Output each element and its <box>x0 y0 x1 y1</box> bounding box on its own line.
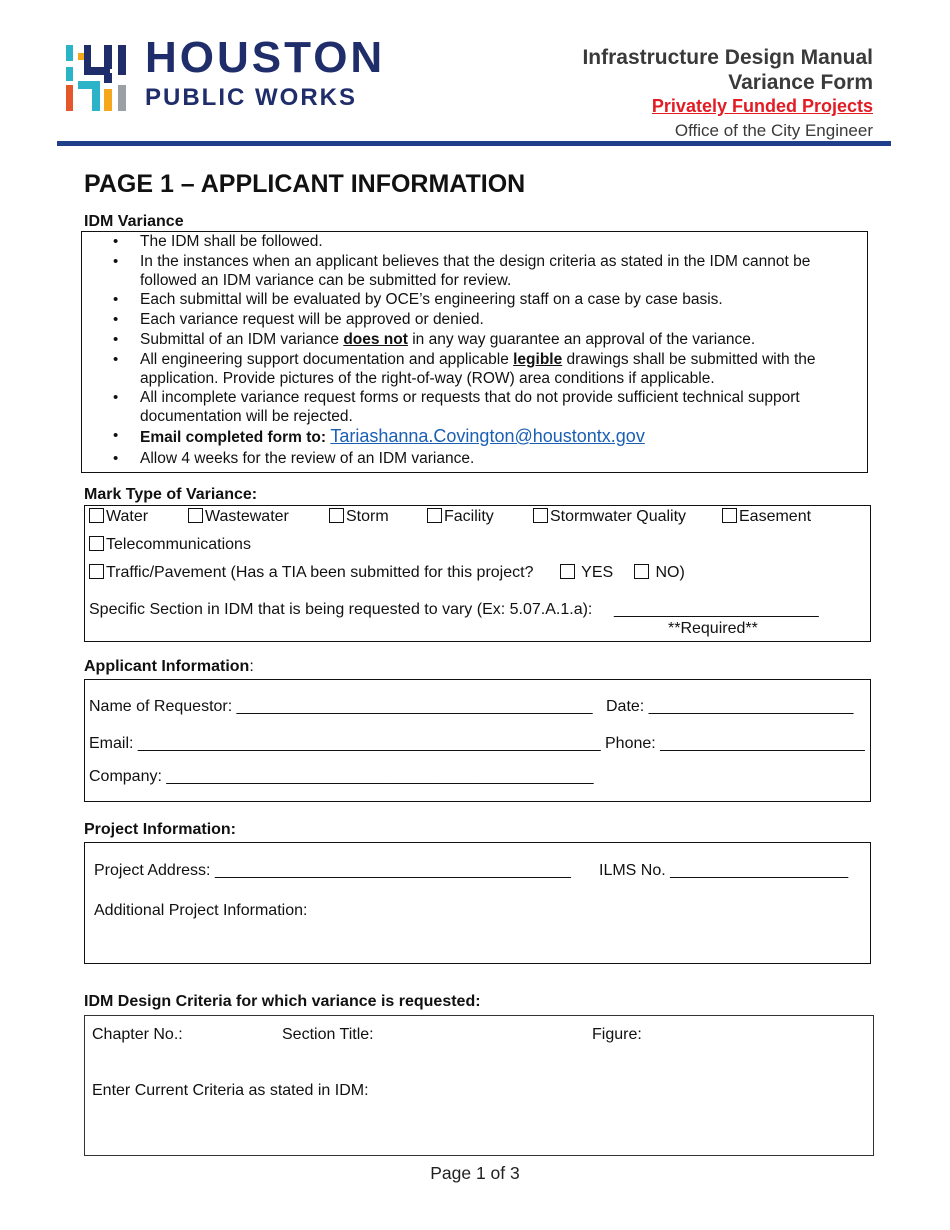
emphasis-legible: legible <box>513 351 563 368</box>
bullet-text: Submittal of an IDM variance <box>140 331 344 348</box>
applicant-info-heading <box>84 658 254 676</box>
project-info-label: Project Information: <box>84 821 237 838</box>
additional-project-info-label: Additional Project Information: <box>94 902 308 919</box>
bullet-text: in any way guarantee an approval of the variance. <box>407 331 756 348</box>
list-item: • The IDM shall be followed. <box>140 233 860 252</box>
wastewater-checkbox[interactable] <box>188 508 203 523</box>
current-criteria-label: Enter Current Criteria as stated in IDM: <box>92 1082 369 1099</box>
variance-option-traffic[interactable] <box>89 564 533 582</box>
manual-title: Infrastructure Design Manual <box>582 46 873 69</box>
section-title-label: Section Title: <box>282 1026 374 1043</box>
logo-public-works-text: PUBLIC WORKS <box>145 84 357 111</box>
variance-option-stormwater-quality[interactable] <box>533 508 686 526</box>
bullet-text: All engineering support documentation and applicable <box>140 351 514 368</box>
list-item <box>140 331 860 350</box>
phone-field[interactable]: Phone: _______________________ <box>605 735 865 752</box>
easement-checkbox[interactable] <box>722 508 737 523</box>
telecommunications-checkbox[interactable] <box>89 536 104 551</box>
variance-option-facility[interactable] <box>427 508 494 526</box>
option-label: Facility <box>444 508 494 525</box>
emphasis-does-not: does not <box>343 331 408 348</box>
figure-label: Figure: <box>592 1026 642 1043</box>
traffic-checkbox[interactable] <box>89 564 104 579</box>
variance-type-label: Mark Type of Variance: <box>84 486 258 503</box>
company-field[interactable]: Company: ________________________________________________ <box>89 768 594 785</box>
design-criteria-label: IDM Design Criteria for which variance is requested: <box>84 993 481 1010</box>
option-label: Telecommunications <box>106 536 251 553</box>
office-name: Office of the City Engineer <box>674 121 873 140</box>
email-field[interactable]: Email: ____________________________________________________ <box>89 735 601 752</box>
list-item <box>140 351 860 388</box>
page-number: Page 1 of 3 <box>430 1163 520 1183</box>
header-divider <box>57 141 891 146</box>
option-label: Wastewater <box>205 508 289 525</box>
email-label: Email completed form to: <box>140 429 327 446</box>
option-label: Traffic/Pavement (Has a TIA been submitted for this project? <box>106 564 534 581</box>
option-label: NO) <box>655 564 685 581</box>
option-label: Stormwater Quality <box>550 508 687 525</box>
bullet-text: drawings shall be submitted with the application. Provide pictures of the right-of-way (ROW) area conditions if applicable. <box>140 351 816 387</box>
email-link[interactable]: Tariashanna.Covington@houstontx.gov <box>330 426 645 446</box>
option-label: Water <box>106 508 149 525</box>
applicant-info-label: Applicant Information <box>84 658 250 675</box>
variance-option-wastewater[interactable] <box>188 508 289 526</box>
project-address-field[interactable]: Project Address: ________________________________________ <box>94 862 571 879</box>
list-item: • Each variance request will be approved or denied. <box>140 311 860 330</box>
houston-public-works-logo-mark <box>66 45 128 111</box>
form-title: Variance Form <box>728 71 873 94</box>
variance-option-water[interactable] <box>89 508 148 526</box>
logo-houston-text: HOUSTON <box>145 33 386 82</box>
idm-variance-box <box>81 231 868 473</box>
funding-subtitle: Privately Funded Projects <box>651 96 873 116</box>
option-label: Easement <box>739 508 812 525</box>
page-title: PAGE 1 – APPLICANT INFORMATION <box>84 170 526 198</box>
variance-option-easement[interactable] <box>722 508 811 526</box>
tia-yes-option[interactable] <box>560 564 613 582</box>
idm-variance-label: IDM Variance <box>84 213 184 230</box>
tia-yes-checkbox[interactable] <box>560 564 575 579</box>
storm-checkbox[interactable] <box>329 508 344 523</box>
variance-option-telecommunications[interactable] <box>89 536 251 554</box>
list-item: • Each submittal will be evaluated by OCE’s engineering staff on a case by case basis. <box>140 291 860 310</box>
tia-no-checkbox[interactable] <box>634 564 649 579</box>
required-note: **Required** <box>668 620 758 637</box>
chapter-number-label: Chapter No.: <box>92 1026 183 1043</box>
list-item: • Allow 4 weeks for the review of an IDM variance. <box>140 450 860 469</box>
option-label: Storm <box>346 508 389 525</box>
requestor-name-field[interactable]: Name of Requestor: ________________________________________ <box>89 698 593 715</box>
specific-section-input[interactable]: _______________________ <box>614 601 819 618</box>
list-item: • In the instances when an applicant believes that the design criteria as stated in the IDM cannot be followed an IDM variance can be submitted for review. <box>140 253 860 290</box>
option-label: YES <box>581 564 614 581</box>
water-checkbox[interactable] <box>89 508 104 523</box>
list-item <box>140 427 860 448</box>
ilms-number-field[interactable]: ILMS No. ____________________ <box>599 862 849 879</box>
facility-checkbox[interactable] <box>427 508 442 523</box>
tia-no-option[interactable] <box>634 564 685 582</box>
applicant-info-colon: : <box>249 658 254 675</box>
date-field[interactable]: Date: _______________________ <box>606 698 854 715</box>
list-item: • All incomplete variance request forms or requests that do not provide sufficient technical support documentation will be rejected. <box>140 389 860 426</box>
variance-option-storm[interactable] <box>329 508 389 526</box>
stormwater-quality-checkbox[interactable] <box>533 508 548 523</box>
specific-section-label: Specific Section in IDM that is being requested to vary (Ex: 5.07.A.1.a): <box>89 601 593 618</box>
